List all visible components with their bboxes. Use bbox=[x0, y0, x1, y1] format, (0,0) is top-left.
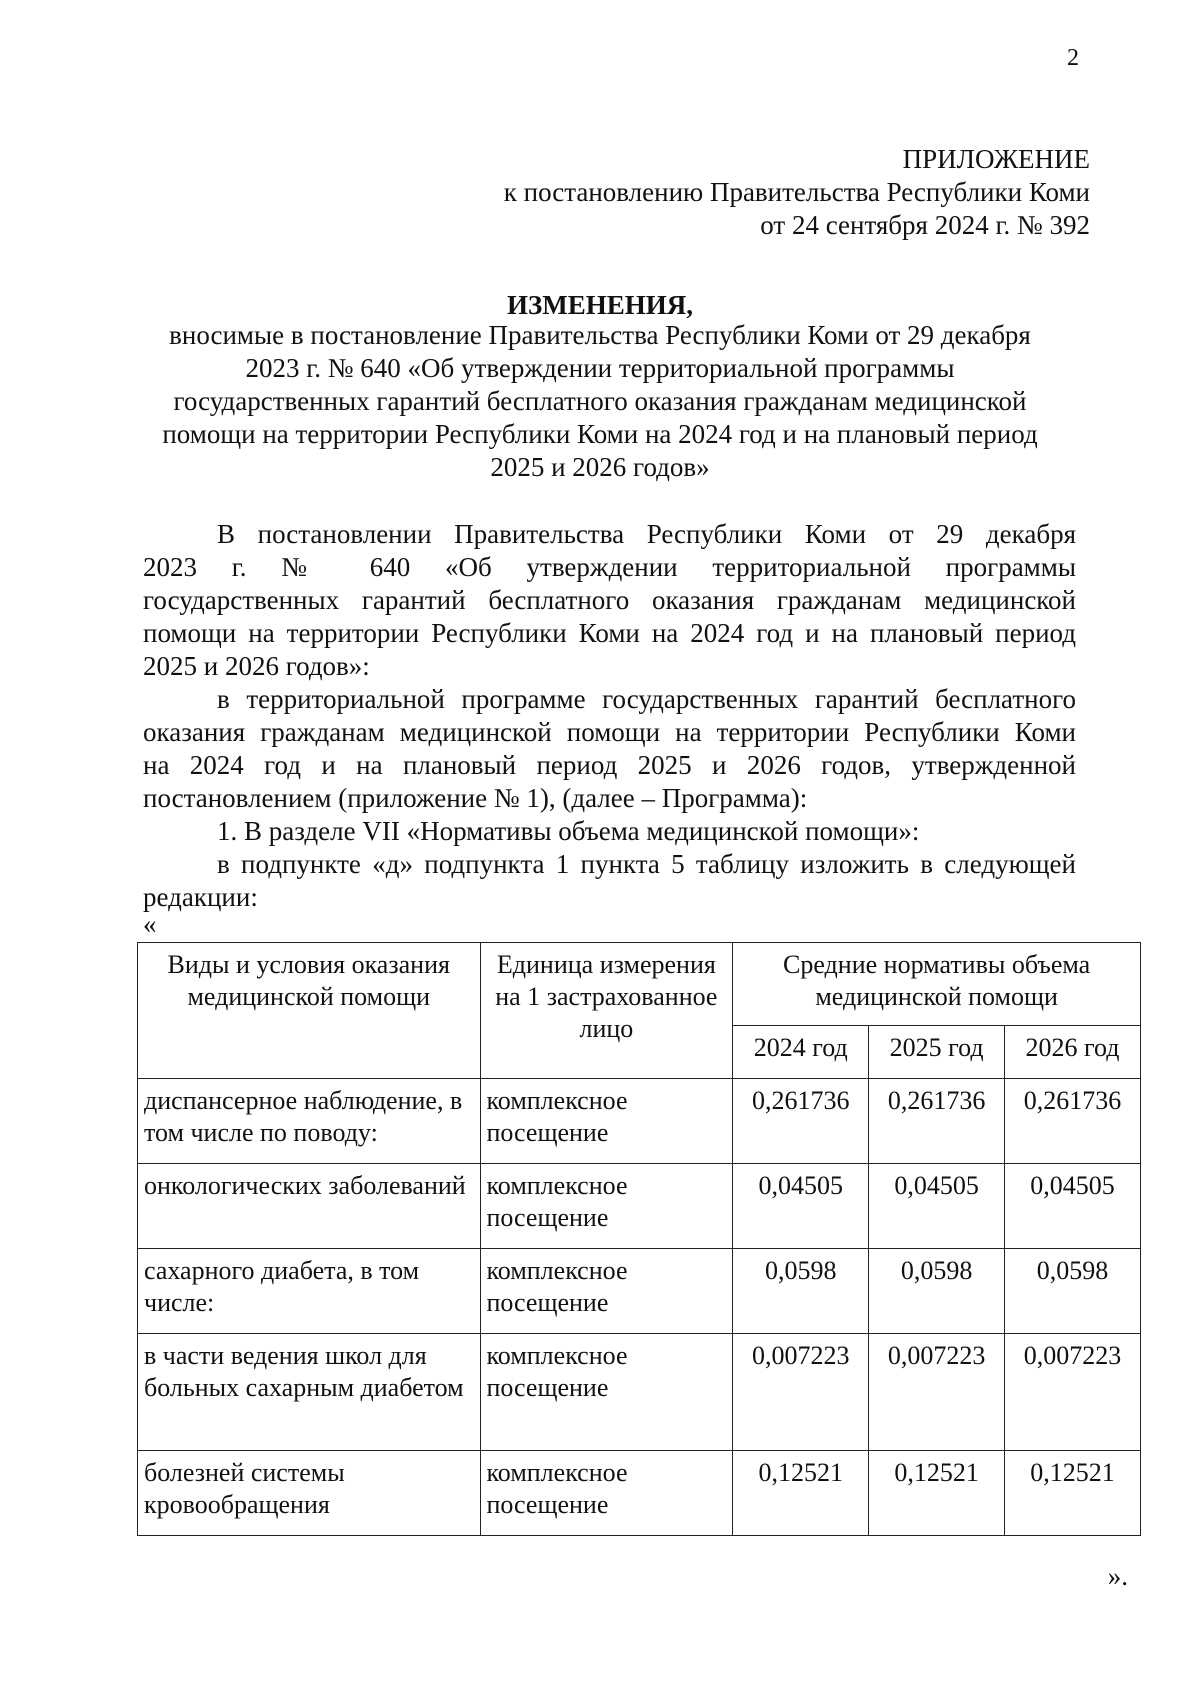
norms-table bbox=[137, 942, 1141, 1536]
table-header-row bbox=[138, 943, 1141, 1026]
cell-value: 0,12521 bbox=[1005, 1451, 1141, 1536]
cell-unit: комплексное посещение bbox=[480, 1451, 733, 1536]
paragraph-line: на 2024 год и на плановый период 2025 и 2026 годов, утвержденной bbox=[143, 750, 1076, 780]
cell-value: 0,0598 bbox=[733, 1249, 869, 1334]
header-kind: Виды и условия оказания медицинской помощи bbox=[138, 943, 481, 1079]
table-row bbox=[138, 1249, 1141, 1334]
cell-kind: сахарного диабета, в том числе: bbox=[138, 1249, 481, 1334]
cell-unit: комплексное посещение bbox=[480, 1334, 733, 1451]
table-row bbox=[138, 1164, 1141, 1249]
document-title: ИЗМЕНЕНИЯ, bbox=[506, 290, 693, 320]
table-row bbox=[138, 1451, 1141, 1536]
paragraph-line: государственных гарантий бесплатного оказания гражданам медицинской bbox=[143, 585, 1076, 615]
cell-unit: комплексное посещение bbox=[480, 1249, 733, 1334]
cell-kind: болезней системы кровообращения bbox=[138, 1451, 481, 1536]
appendix-title: ПРИЛОЖЕНИЕ bbox=[902, 144, 1090, 174]
cell-unit: комплексное посещение bbox=[480, 1164, 733, 1249]
cell-value: 0,261736 bbox=[1005, 1079, 1141, 1164]
cell-value: 0,261736 bbox=[733, 1079, 869, 1164]
cell-value: 0,12521 bbox=[733, 1451, 869, 1536]
cell-value: 0,007223 bbox=[733, 1334, 869, 1451]
header-year: 2024 год bbox=[733, 1026, 869, 1079]
paragraph-line: в территориальной программе государственных гарантий бесплатного bbox=[217, 684, 1076, 714]
paragraph-line: оказания гражданам медицинской помощи на территории Республики Коми bbox=[143, 717, 1076, 747]
paragraph-section bbox=[143, 815, 1076, 848]
cell-value: 0,04505 bbox=[1005, 1164, 1141, 1249]
paragraph-line: В постановлении Правительства Республики Коми от 29 декабря bbox=[217, 519, 1076, 549]
cell-value: 0,0598 bbox=[1005, 1249, 1141, 1334]
document-subtitle bbox=[130, 319, 1070, 484]
cell-value: 0,261736 bbox=[869, 1079, 1005, 1164]
paragraph-preamble bbox=[143, 518, 1076, 683]
cell-kind: диспансерное наблюдение, в том числе по поводу: bbox=[138, 1079, 481, 1164]
appendix-block bbox=[504, 143, 1090, 242]
paragraph-line: постановлением (приложение № 1), (далее – Программа): bbox=[143, 783, 808, 813]
paragraph-line: помощи на территории Республики Коми на 2024 год и на плановый период bbox=[143, 618, 1076, 648]
paragraph-line: редакции: bbox=[143, 882, 258, 912]
cell-value: 0,04505 bbox=[869, 1164, 1005, 1249]
table-row bbox=[138, 1079, 1141, 1164]
appendix-line-resolution: к постановлению Правительства Республики Коми bbox=[503, 177, 1090, 207]
paragraph-line: 2023 г. № 640 «Об утверждении территориальной программы bbox=[143, 552, 1076, 582]
subtitle-line: помощи на территории Республики Коми на 2024 год и на плановый период bbox=[162, 419, 1038, 449]
header-unit: Единица измерения на 1 застрахованное лицо bbox=[480, 943, 733, 1079]
page-number: 2 bbox=[1067, 45, 1079, 71]
cell-value: 0,007223 bbox=[869, 1334, 1005, 1451]
body-text bbox=[143, 518, 1076, 914]
header-year: 2026 год bbox=[1005, 1026, 1141, 1079]
paragraph-subitem bbox=[143, 848, 1076, 914]
cell-kind: онкологических заболеваний bbox=[138, 1164, 481, 1249]
cell-unit: комплексное посещение bbox=[480, 1079, 733, 1164]
cell-kind: в части ведения школ для больных сахарным диабетом bbox=[138, 1334, 481, 1451]
subtitle-line: 2023 г. № 640 «Об утверждении территориальной программы bbox=[245, 353, 955, 383]
paragraph-program bbox=[143, 683, 1076, 815]
close-quote: ». bbox=[1107, 1561, 1128, 1591]
header-year: 2025 год bbox=[869, 1026, 1005, 1079]
subtitle-line: 2025 и 2026 годов» bbox=[490, 452, 710, 482]
cell-value: 0,04505 bbox=[733, 1164, 869, 1249]
paragraph-line: в подпункте «д» подпункта 1 пункта 5 таблицу изложить в следующей bbox=[217, 849, 1076, 879]
appendix-line-date: от 24 сентября 2024 г. № 392 bbox=[760, 210, 1090, 240]
cell-value: 0,0598 bbox=[869, 1249, 1005, 1334]
cell-value: 0,007223 bbox=[1005, 1334, 1141, 1451]
subtitle-line: вносимые в постановление Правительства Республики Коми от 29 декабря bbox=[169, 320, 1031, 350]
cell-value: 0,12521 bbox=[869, 1451, 1005, 1536]
paragraph-line: 1. В разделе VII «Нормативы объема медицинской помощи»: bbox=[217, 816, 920, 846]
table-row bbox=[138, 1334, 1141, 1451]
header-norms: Средние нормативы объема медицинской помощи bbox=[733, 943, 1141, 1026]
paragraph-line: 2025 и 2026 годов»: bbox=[143, 651, 370, 681]
subtitle-line: государственных гарантий бесплатного оказания гражданам медицинской bbox=[173, 386, 1027, 416]
open-quote: « bbox=[143, 909, 157, 939]
